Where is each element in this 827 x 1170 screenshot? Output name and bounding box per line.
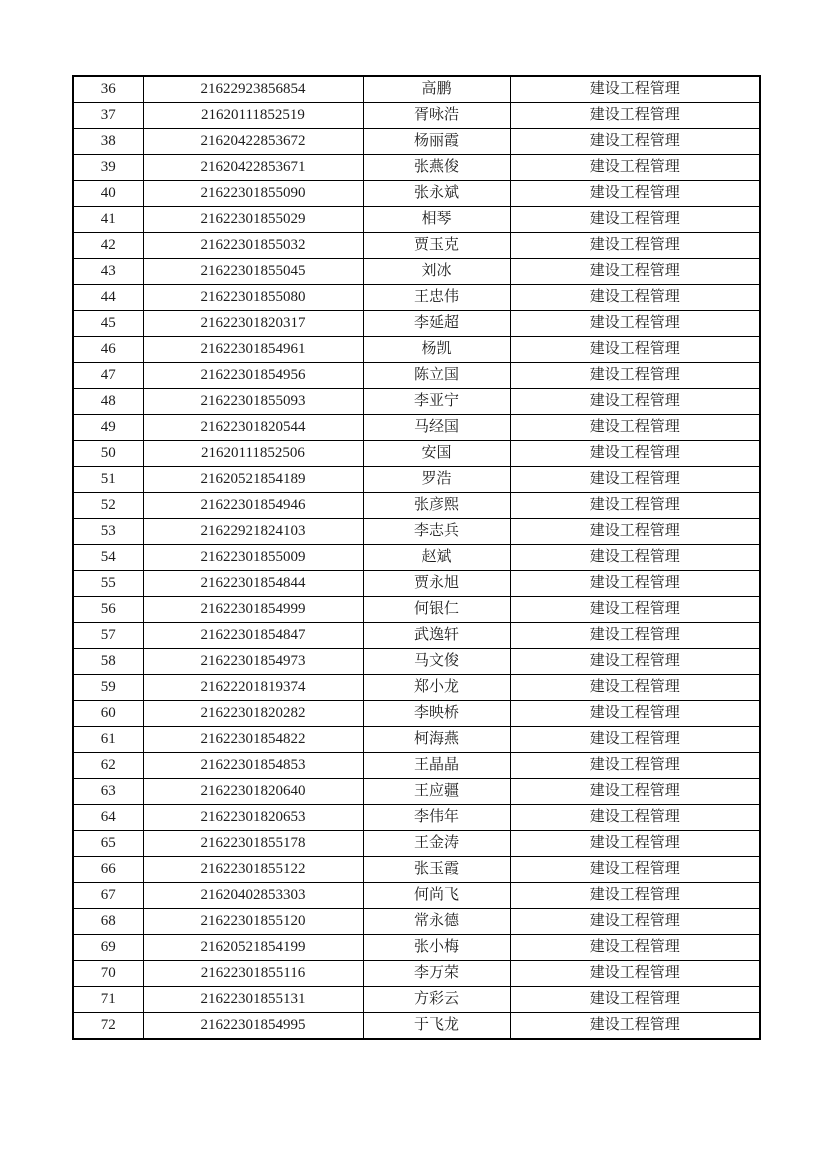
table-row <box>73 76 760 103</box>
row-index-cell: 64 <box>73 805 143 831</box>
student-name-cell: 张玉霞 <box>363 857 510 883</box>
student-name-cell: 于飞龙 <box>363 1013 510 1040</box>
major-cell: 建设工程管理 <box>510 831 760 857</box>
major-cell: 建设工程管理 <box>510 883 760 909</box>
major-cell: 建设工程管理 <box>510 467 760 493</box>
row-index-cell: 68 <box>73 909 143 935</box>
student-name-cell: 陈立国 <box>363 363 510 389</box>
student-id-cell: 21622301854853 <box>143 753 363 779</box>
row-index-cell: 67 <box>73 883 143 909</box>
table-row <box>73 753 760 779</box>
row-index-cell: 57 <box>73 623 143 649</box>
row-index-cell: 53 <box>73 519 143 545</box>
student-name-cell: 赵斌 <box>363 545 510 571</box>
major-cell: 建设工程管理 <box>510 233 760 259</box>
table-row <box>73 961 760 987</box>
student-name-cell: 王忠伟 <box>363 285 510 311</box>
major-cell: 建设工程管理 <box>510 597 760 623</box>
major-cell: 建设工程管理 <box>510 857 760 883</box>
table-row <box>73 649 760 675</box>
student-name-cell: 刘冰 <box>363 259 510 285</box>
major-cell: 建设工程管理 <box>510 285 760 311</box>
table-row <box>73 363 760 389</box>
row-index-cell: 72 <box>73 1013 143 1040</box>
row-index-cell: 39 <box>73 155 143 181</box>
student-name-cell: 李伟年 <box>363 805 510 831</box>
student-id-cell: 21622301855131 <box>143 987 363 1013</box>
student-name-cell: 张燕俊 <box>363 155 510 181</box>
student-id-cell: 21622301820544 <box>143 415 363 441</box>
row-index-cell: 60 <box>73 701 143 727</box>
major-cell: 建设工程管理 <box>510 623 760 649</box>
major-cell: 建设工程管理 <box>510 779 760 805</box>
student-id-cell: 21620521854199 <box>143 935 363 961</box>
student-id-cell: 21622301854956 <box>143 363 363 389</box>
major-cell: 建设工程管理 <box>510 727 760 753</box>
student-name-cell: 马文俊 <box>363 649 510 675</box>
student-id-cell: 21620422853672 <box>143 129 363 155</box>
table-row <box>73 779 760 805</box>
row-index-cell: 69 <box>73 935 143 961</box>
student-name-cell: 郑小龙 <box>363 675 510 701</box>
student-name-cell: 张小梅 <box>363 935 510 961</box>
major-cell: 建设工程管理 <box>510 311 760 337</box>
row-index-cell: 38 <box>73 129 143 155</box>
major-cell: 建设工程管理 <box>510 753 760 779</box>
student-name-cell: 柯海燕 <box>363 727 510 753</box>
student-id-cell: 21622921824103 <box>143 519 363 545</box>
roster-table <box>72 75 761 1040</box>
major-cell: 建设工程管理 <box>510 155 760 181</box>
major-cell: 建设工程管理 <box>510 987 760 1013</box>
student-name-cell: 何银仁 <box>363 597 510 623</box>
student-name-cell: 安国 <box>363 441 510 467</box>
row-index-cell: 36 <box>73 76 143 103</box>
student-name-cell: 相琴 <box>363 207 510 233</box>
table-row <box>73 545 760 571</box>
table-row <box>73 155 760 181</box>
table-row <box>73 233 760 259</box>
major-cell: 建设工程管理 <box>510 259 760 285</box>
table-row <box>73 129 760 155</box>
row-index-cell: 70 <box>73 961 143 987</box>
table-row <box>73 493 760 519</box>
student-id-cell: 21620521854189 <box>143 467 363 493</box>
major-cell: 建设工程管理 <box>510 76 760 103</box>
table-row <box>73 181 760 207</box>
major-cell: 建设工程管理 <box>510 649 760 675</box>
table-row <box>73 857 760 883</box>
table-row <box>73 701 760 727</box>
major-cell: 建设工程管理 <box>510 441 760 467</box>
row-index-cell: 58 <box>73 649 143 675</box>
row-index-cell: 55 <box>73 571 143 597</box>
student-name-cell: 李亚宁 <box>363 389 510 415</box>
row-index-cell: 59 <box>73 675 143 701</box>
table-row <box>73 571 760 597</box>
student-name-cell: 何尚飞 <box>363 883 510 909</box>
table-row <box>73 259 760 285</box>
table-row <box>73 935 760 961</box>
row-index-cell: 40 <box>73 181 143 207</box>
major-cell: 建设工程管理 <box>510 129 760 155</box>
major-cell: 建设工程管理 <box>510 1013 760 1040</box>
major-cell: 建设工程管理 <box>510 493 760 519</box>
row-index-cell: 51 <box>73 467 143 493</box>
row-index-cell: 45 <box>73 311 143 337</box>
table-row <box>73 675 760 701</box>
student-id-cell: 21622301854847 <box>143 623 363 649</box>
student-name-cell: 罗浩 <box>363 467 510 493</box>
row-index-cell: 66 <box>73 857 143 883</box>
student-name-cell: 武逸轩 <box>363 623 510 649</box>
student-id-cell: 21622301820317 <box>143 311 363 337</box>
student-name-cell: 王金涛 <box>363 831 510 857</box>
student-name-cell: 方彩云 <box>363 987 510 1013</box>
table-row <box>73 467 760 493</box>
student-id-cell: 21622301855090 <box>143 181 363 207</box>
student-id-cell: 21622201819374 <box>143 675 363 701</box>
student-name-cell: 王晶晶 <box>363 753 510 779</box>
major-cell: 建设工程管理 <box>510 207 760 233</box>
student-name-cell: 李万荣 <box>363 961 510 987</box>
student-name-cell: 高鹏 <box>363 76 510 103</box>
table-row <box>73 389 760 415</box>
major-cell: 建设工程管理 <box>510 545 760 571</box>
table-row <box>73 441 760 467</box>
table-row <box>73 1013 760 1040</box>
table-row <box>73 207 760 233</box>
major-cell: 建设工程管理 <box>510 571 760 597</box>
student-id-cell: 21622301854844 <box>143 571 363 597</box>
student-name-cell: 贾玉克 <box>363 233 510 259</box>
row-index-cell: 41 <box>73 207 143 233</box>
student-name-cell: 贾永旭 <box>363 571 510 597</box>
major-cell: 建设工程管理 <box>510 961 760 987</box>
student-id-cell: 21622301854973 <box>143 649 363 675</box>
table-row <box>73 909 760 935</box>
student-id-cell: 21622301854995 <box>143 1013 363 1040</box>
row-index-cell: 65 <box>73 831 143 857</box>
major-cell: 建设工程管理 <box>510 389 760 415</box>
student-id-cell: 21620111852519 <box>143 103 363 129</box>
table-row <box>73 337 760 363</box>
student-id-cell: 21622301855032 <box>143 233 363 259</box>
table-row <box>73 623 760 649</box>
table-row <box>73 415 760 441</box>
student-id-cell: 21622301854946 <box>143 493 363 519</box>
student-id-cell: 21622301855045 <box>143 259 363 285</box>
major-cell: 建设工程管理 <box>510 675 760 701</box>
row-index-cell: 61 <box>73 727 143 753</box>
student-name-cell: 常永德 <box>363 909 510 935</box>
table-row <box>73 311 760 337</box>
student-id-cell: 21622301820640 <box>143 779 363 805</box>
row-index-cell: 43 <box>73 259 143 285</box>
row-index-cell: 63 <box>73 779 143 805</box>
student-id-cell: 21622301854822 <box>143 727 363 753</box>
row-index-cell: 37 <box>73 103 143 129</box>
row-index-cell: 50 <box>73 441 143 467</box>
student-name-cell: 杨丽霞 <box>363 129 510 155</box>
student-id-cell: 21622301820653 <box>143 805 363 831</box>
row-index-cell: 44 <box>73 285 143 311</box>
row-index-cell: 56 <box>73 597 143 623</box>
student-id-cell: 21620111852506 <box>143 441 363 467</box>
major-cell: 建设工程管理 <box>510 337 760 363</box>
student-id-cell: 21622301855093 <box>143 389 363 415</box>
student-id-cell: 21622301855122 <box>143 857 363 883</box>
major-cell: 建设工程管理 <box>510 415 760 441</box>
student-id-cell: 21622301855009 <box>143 545 363 571</box>
student-id-cell: 21622301854961 <box>143 337 363 363</box>
student-id-cell: 21622301855178 <box>143 831 363 857</box>
student-name-cell: 张彦熙 <box>363 493 510 519</box>
row-index-cell: 54 <box>73 545 143 571</box>
row-index-cell: 62 <box>73 753 143 779</box>
table-row <box>73 805 760 831</box>
major-cell: 建设工程管理 <box>510 519 760 545</box>
table-row <box>73 727 760 753</box>
student-id-cell: 21622301854999 <box>143 597 363 623</box>
major-cell: 建设工程管理 <box>510 909 760 935</box>
student-name-cell: 李延超 <box>363 311 510 337</box>
student-id-cell: 21620422853671 <box>143 155 363 181</box>
student-name-cell: 马经国 <box>363 415 510 441</box>
student-name-cell: 张永斌 <box>363 181 510 207</box>
major-cell: 建设工程管理 <box>510 363 760 389</box>
roster-table-body <box>73 76 760 1039</box>
row-index-cell: 42 <box>73 233 143 259</box>
student-name-cell: 李志兵 <box>363 519 510 545</box>
student-id-cell: 21622301855120 <box>143 909 363 935</box>
student-id-cell: 21620402853303 <box>143 883 363 909</box>
student-id-cell: 21622301855116 <box>143 961 363 987</box>
major-cell: 建设工程管理 <box>510 935 760 961</box>
row-index-cell: 52 <box>73 493 143 519</box>
table-row <box>73 883 760 909</box>
row-index-cell: 49 <box>73 415 143 441</box>
major-cell: 建设工程管理 <box>510 181 760 207</box>
row-index-cell: 46 <box>73 337 143 363</box>
table-row <box>73 103 760 129</box>
student-id-cell: 21622301855080 <box>143 285 363 311</box>
table-row <box>73 831 760 857</box>
student-name-cell: 胥咏浩 <box>363 103 510 129</box>
table-row <box>73 519 760 545</box>
major-cell: 建设工程管理 <box>510 701 760 727</box>
table-row <box>73 597 760 623</box>
student-name-cell: 王应疆 <box>363 779 510 805</box>
student-id-cell: 21622301855029 <box>143 207 363 233</box>
row-index-cell: 48 <box>73 389 143 415</box>
table-row <box>73 285 760 311</box>
student-name-cell: 杨凯 <box>363 337 510 363</box>
student-name-cell: 李映桥 <box>363 701 510 727</box>
row-index-cell: 47 <box>73 363 143 389</box>
row-index-cell: 71 <box>73 987 143 1013</box>
major-cell: 建设工程管理 <box>510 805 760 831</box>
student-id-cell: 21622301820282 <box>143 701 363 727</box>
table-row <box>73 987 760 1013</box>
student-id-cell: 21622923856854 <box>143 76 363 103</box>
major-cell: 建设工程管理 <box>510 103 760 129</box>
